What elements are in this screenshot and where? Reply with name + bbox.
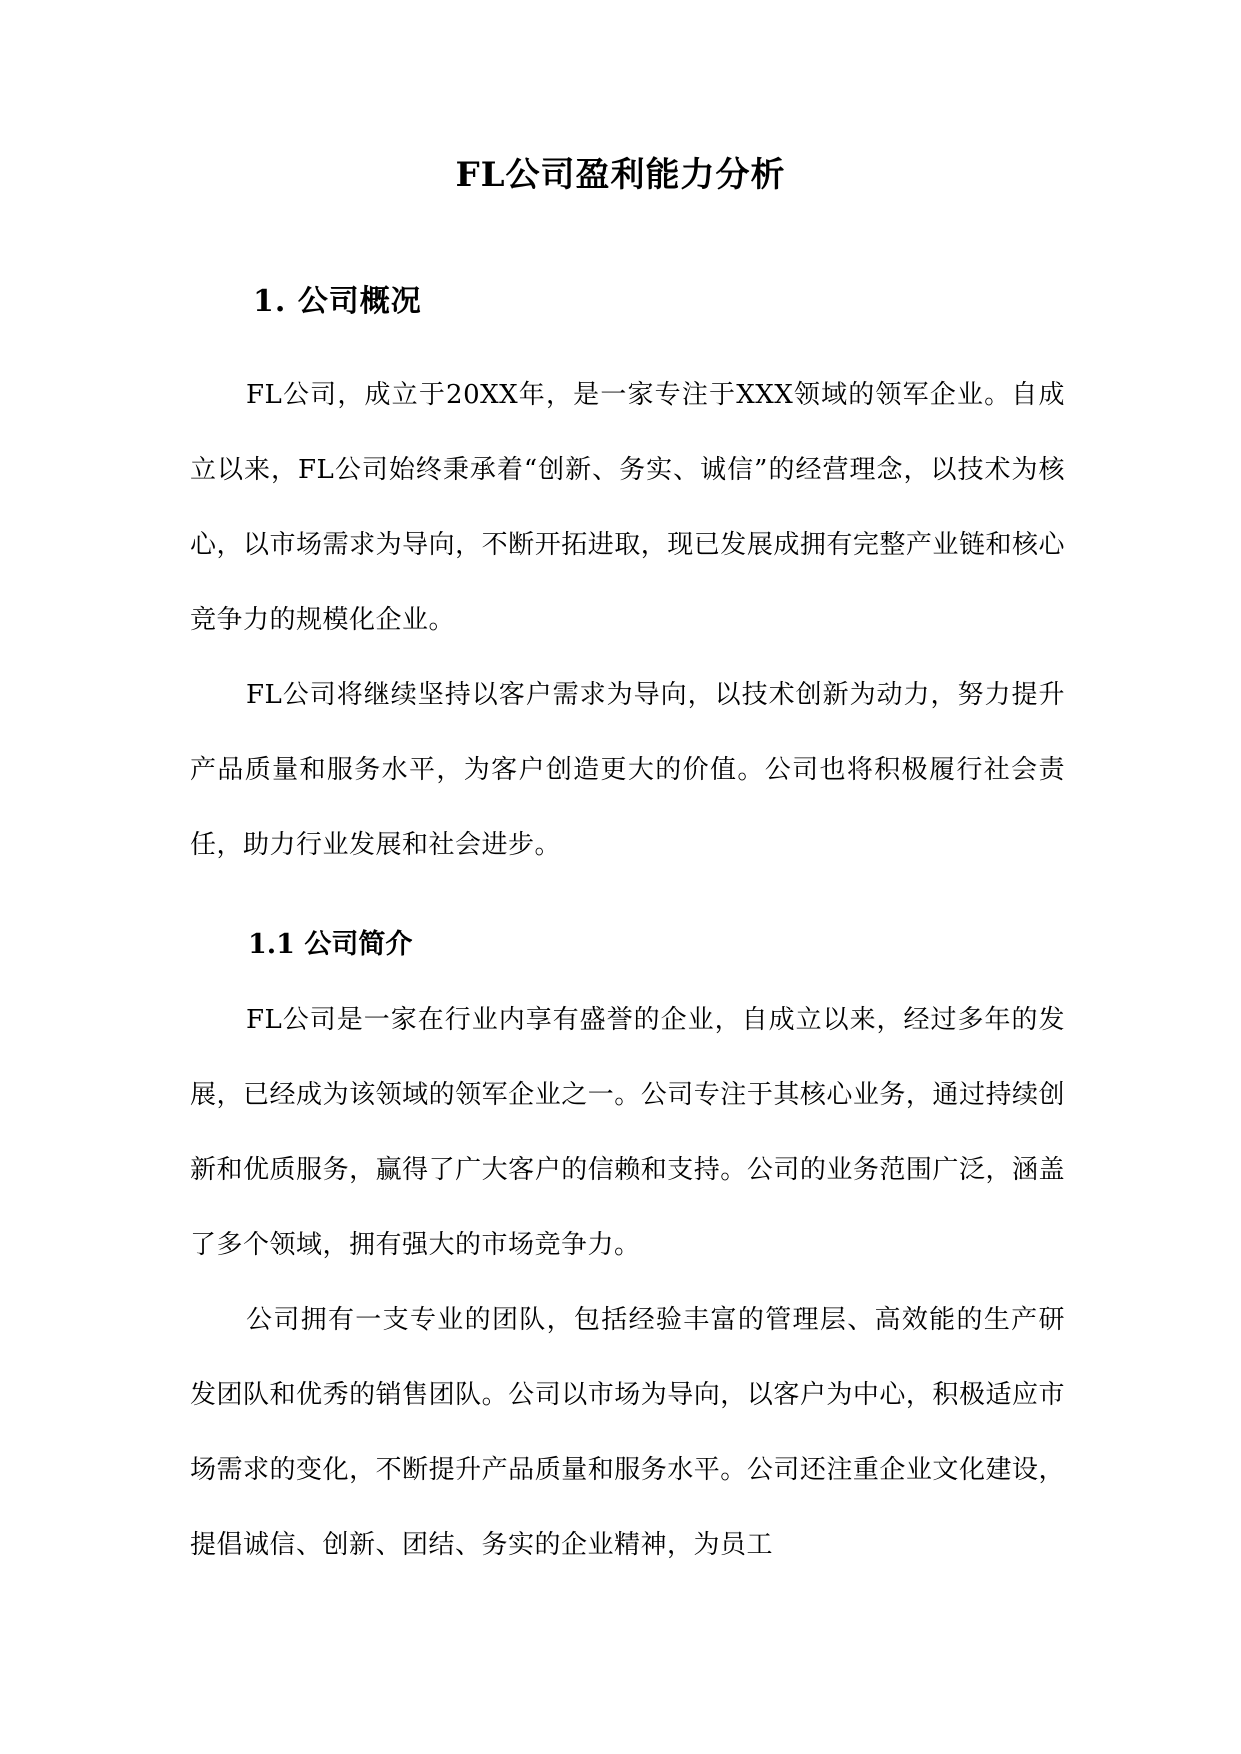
section-heading-company-overview: 1. 公司概况 [253, 284, 422, 319]
subsection-heading-company-profile: 1.1 公司简介 [248, 929, 413, 960]
paragraph-profile-2: 公司拥有一支专业的团队，包括经验丰富的管理层、高效能的生产研发团队和优秀的销售团队。公司以市场为导向，以客户为中心，积极适应市场需求的变化，不断提升产品质量和服务水平。公司还注重企业文化建设，提倡诚信、创新、团结、务实的企业精神，为员工 [190, 1305, 1065, 1560]
document-title: FL公司盈利能力分析 [455, 155, 786, 195]
paragraph-overview-2: FL公司将继续坚持以客户需求为导向，以技术创新为动力，努力提升产品质量和服务水平，为客户创造更大的价值。公司也将积极履行社会责任，助力行业发展和社会进步。 [190, 680, 1065, 860]
paragraph-overview-1: FL公司，成立于20XX年，是一家专注于XXX领域的领军企业。自成立以来，FL公司始终秉承着“创新、务实、诚信”的经营理念，以技术为核心，以市场需求为导向，不断开拓进取，现已发展成拥有完整产业链和核心竞争力的规模化企业。 [190, 380, 1065, 635]
paragraph-profile-1: FL公司是一家在行业内享有盛誉的企业，自成立以来，经过多年的发展，已经成为该领域的领军企业之一。公司专注于其核心业务，通过持续创新和优质服务，赢得了广大客户的信赖和支持。公司的业务范围广泛，涵盖了多个领域，拥有强大的市场竞争力。 [190, 1005, 1065, 1260]
